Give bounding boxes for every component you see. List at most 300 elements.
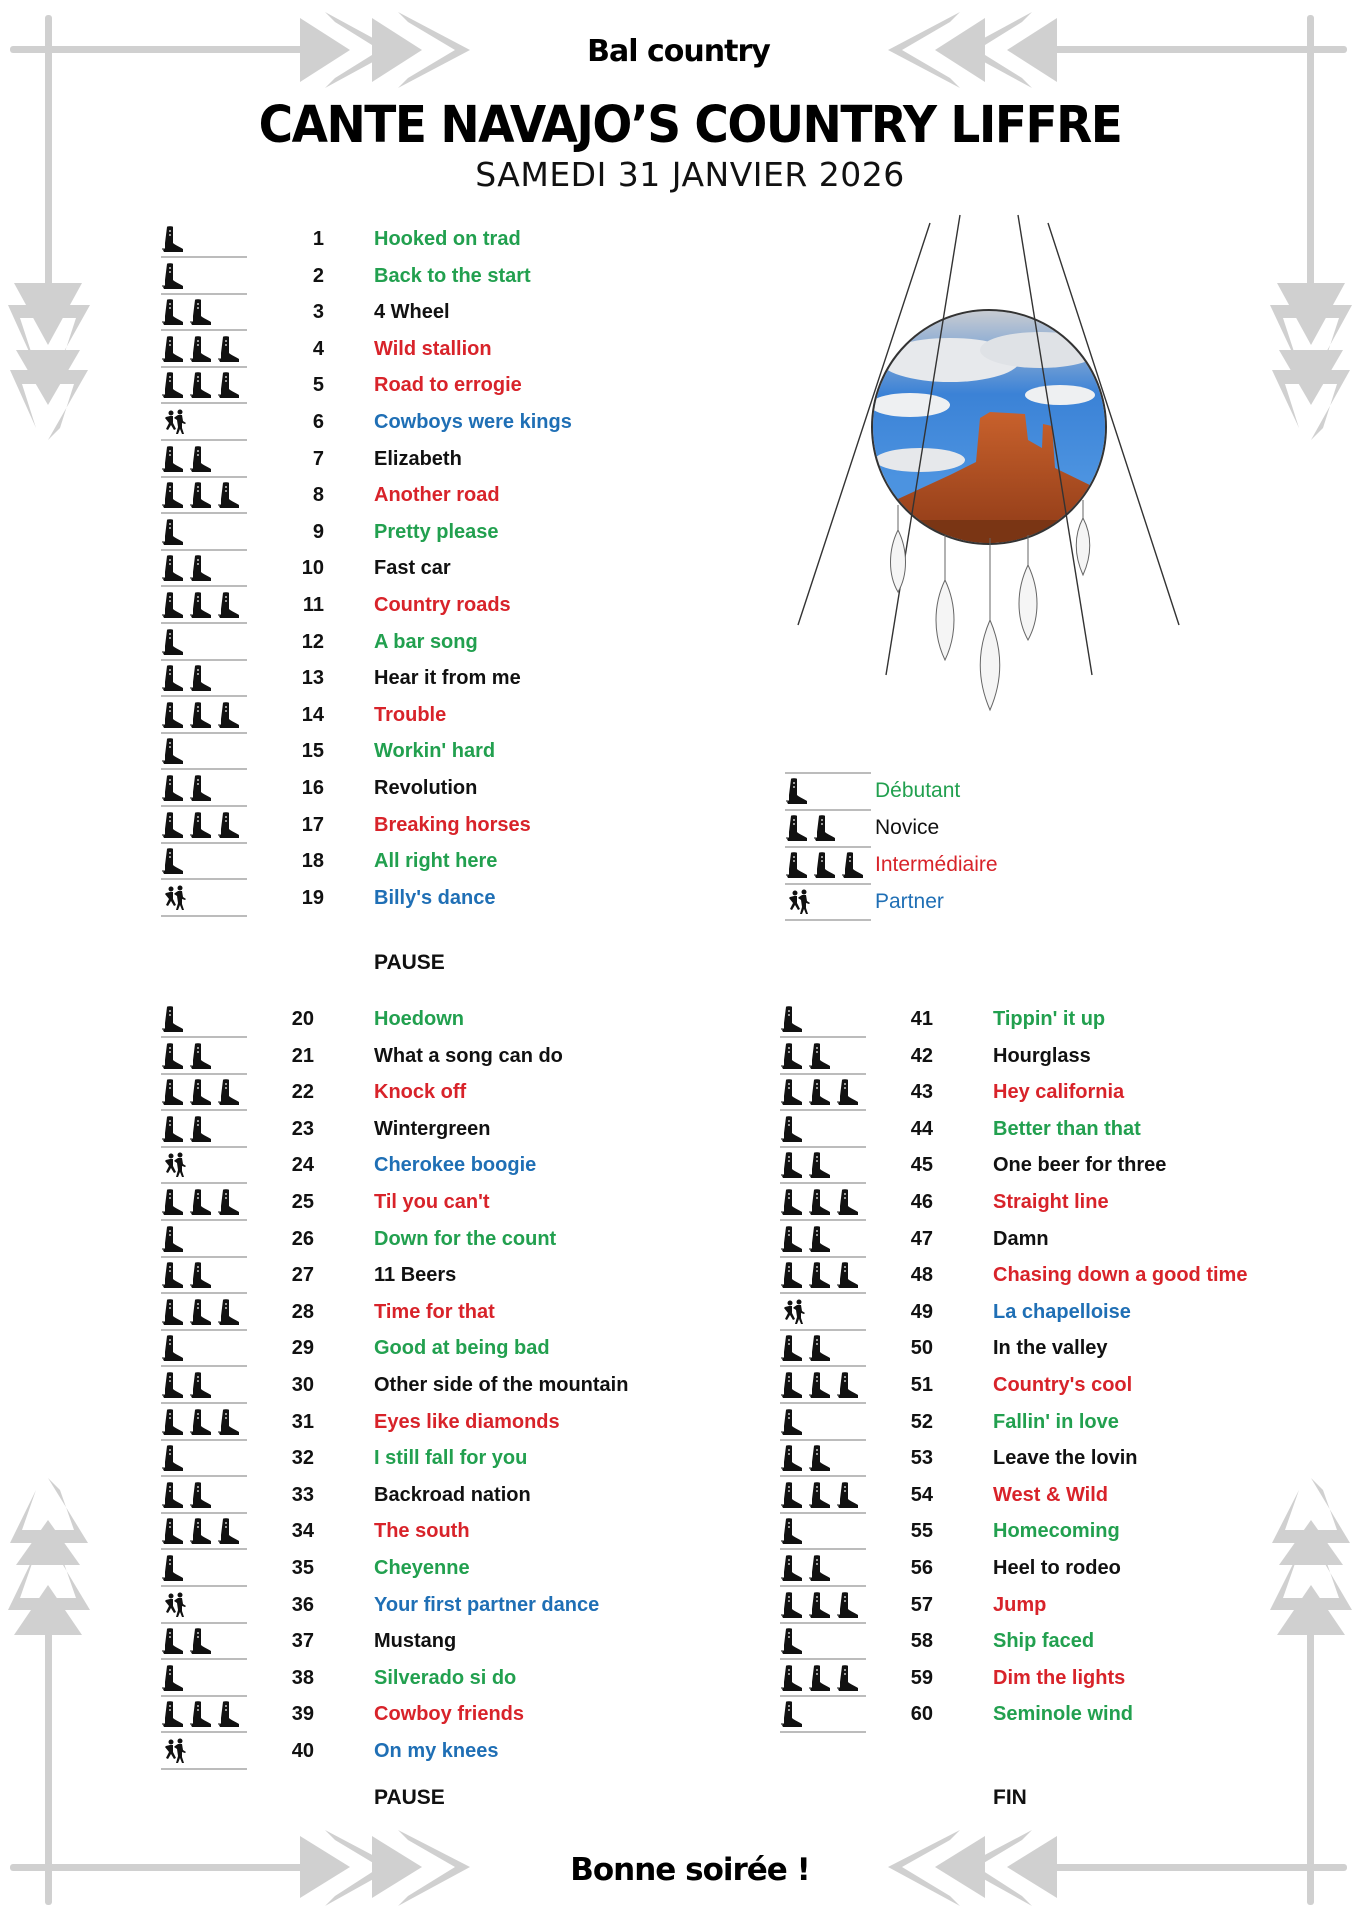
dance-name: Damn	[993, 1227, 1049, 1250]
dance-name: Cowboy friends	[374, 1703, 525, 1726]
dance-number: 58	[910, 1630, 933, 1653]
dance-row	[161, 881, 861, 918]
difficulty-rating	[780, 1002, 866, 1038]
cowboy-boot-icon	[190, 1409, 212, 1437]
cowboy-boot-icon	[781, 1592, 803, 1620]
dance-number: 25	[291, 1191, 314, 1213]
cowboy-boot-icon	[162, 592, 184, 620]
cowboy-boot-icon	[162, 848, 184, 876]
difficulty-rating	[780, 1514, 866, 1550]
difficulty-rating	[161, 1258, 247, 1294]
difficulty-rating	[780, 1478, 866, 1514]
dance-row	[161, 1734, 861, 1771]
difficulty-rating	[780, 1295, 866, 1331]
dance-number: 16	[301, 777, 324, 799]
cowboy-boot-icon	[781, 1628, 803, 1656]
dance-row	[161, 771, 861, 808]
difficulty-rating	[161, 844, 247, 880]
difficulty-rating	[161, 259, 247, 295]
dance-number: 6	[312, 411, 324, 433]
dance-name: Down for the count	[374, 1227, 557, 1250]
dance-number: 47	[910, 1227, 933, 1250]
dance-row	[161, 1441, 861, 1478]
difficulty-rating	[161, 1075, 247, 1111]
dance-row	[161, 1514, 861, 1551]
cowboy-boot-icon	[190, 1116, 212, 1144]
cowboy-boot-icon	[218, 1518, 240, 1546]
dance-name: Wild stallion	[374, 337, 492, 360]
dance-row	[161, 1148, 861, 1185]
difficulty-rating	[161, 661, 247, 697]
dance-name: Good at being bad	[374, 1337, 550, 1360]
difficulty-rating	[161, 1514, 247, 1550]
cowboy-boot-icon	[162, 372, 184, 400]
cowboy-boot-icon	[190, 1189, 212, 1217]
cowboy-boot-icon	[162, 1482, 184, 1510]
difficulty-rating	[161, 368, 247, 404]
dance-name: In the valley	[993, 1337, 1108, 1360]
dance-number: 34	[291, 1520, 314, 1543]
cowboy-boot-icon	[837, 1482, 859, 1510]
difficulty-rating	[161, 1624, 247, 1660]
cowboy-boot-icon	[809, 1335, 831, 1363]
difficulty-rating	[780, 1148, 866, 1184]
dance-row	[161, 588, 861, 625]
dance-name: Jump	[993, 1593, 1047, 1616]
dance-number: 23	[291, 1117, 314, 1140]
difficulty-rating	[161, 771, 247, 807]
cowboy-boot-icon	[218, 372, 240, 400]
cowboy-boot-icon	[809, 1189, 831, 1217]
cowboy-boot-icon	[218, 1409, 240, 1437]
cowboy-boot-icon	[190, 555, 212, 583]
dance-row	[780, 1002, 1357, 1039]
cowboy-boot-icon	[218, 1079, 240, 1107]
dance-number: 12	[301, 630, 324, 653]
dance-name: Country's cool	[993, 1374, 1133, 1396]
page-title: CANTE NAVAJO’S COUNTRY LIFFRE	[258, 95, 1122, 156]
difficulty-rating	[161, 1734, 247, 1770]
dance-name: Elizabeth	[374, 447, 462, 470]
dance-number: 4	[312, 337, 324, 360]
difficulty-rating	[780, 1331, 866, 1367]
dance-name: West & Wild	[993, 1483, 1109, 1506]
difficulty-rating	[161, 1112, 247, 1148]
cowboy-boot-icon	[162, 665, 184, 693]
difficulty-rating	[161, 1185, 247, 1221]
cowboy-boot-icon	[190, 1299, 212, 1327]
dance-name: Trouble	[374, 703, 447, 726]
difficulty-rating	[161, 734, 247, 770]
dance-number: 2	[312, 264, 324, 287]
dance-name: Til you can't	[374, 1191, 490, 1213]
dance-number: 39	[291, 1703, 314, 1726]
dance-name: Workin' hard	[374, 740, 496, 763]
difficulty-rating	[780, 1222, 866, 1258]
dance-number: 7	[312, 447, 324, 470]
difficulty-rating	[161, 332, 247, 368]
difficulty-rating	[780, 1624, 866, 1660]
cowboy-boot-icon	[809, 1262, 831, 1290]
cowboy-boot-icon	[162, 263, 184, 291]
dance-name: Knock off	[374, 1081, 467, 1104]
difficulty-rating	[161, 625, 247, 661]
event-subtitle: Bal country	[587, 34, 770, 69]
difficulty-rating	[780, 1551, 866, 1587]
partner-dancers-icon	[163, 885, 185, 913]
cowboy-boot-icon	[809, 1372, 831, 1400]
cowboy-boot-icon	[837, 1189, 859, 1217]
cowboy-boot-icon	[190, 1482, 212, 1510]
dance-number: 1	[312, 228, 324, 250]
dance-name: What a song can do	[374, 1044, 563, 1067]
cowboy-boot-icon	[162, 702, 184, 730]
difficulty-rating	[780, 1588, 866, 1624]
difficulty-rating	[161, 1697, 247, 1733]
dance-number: 30	[291, 1374, 314, 1396]
dance-number: 13	[301, 667, 324, 690]
cowboy-boot-icon	[162, 1628, 184, 1656]
difficulty-rating	[161, 1148, 247, 1184]
dance-name: Mustang	[374, 1630, 457, 1653]
dance-number: 19	[301, 886, 324, 909]
cowboy-boot-icon	[190, 812, 212, 840]
cowboy-boot-icon	[809, 1226, 831, 1254]
dance-number: 37	[291, 1630, 314, 1653]
dance-number: 44	[910, 1117, 933, 1140]
dance-name: Billy's dance	[374, 886, 496, 909]
dance-row	[161, 295, 861, 332]
cowboy-boot-icon	[162, 1409, 184, 1437]
dance-row	[161, 844, 861, 881]
dance-row	[780, 1148, 1357, 1185]
dance-name: Time for that	[374, 1300, 495, 1323]
cowboy-boot-icon	[162, 629, 184, 657]
cowboy-boot-icon	[809, 1445, 831, 1473]
cowboy-boot-icon	[190, 592, 212, 620]
difficulty-rating	[780, 1441, 866, 1477]
dance-number: 59	[910, 1666, 933, 1689]
dance-row	[161, 734, 861, 771]
dance-number: 45	[910, 1154, 933, 1177]
dance-name: Tippin' it up	[993, 1008, 1106, 1030]
cowboy-boot-icon	[162, 775, 184, 803]
dance-name: Cherokee boogie	[374, 1154, 537, 1177]
cowboy-boot-icon	[781, 1079, 803, 1107]
cowboy-boot-icon	[218, 1299, 240, 1327]
cowboy-boot-icon	[781, 1189, 803, 1217]
difficulty-rating	[161, 515, 247, 551]
difficulty-rating	[161, 295, 247, 331]
cowboy-boot-icon	[190, 665, 212, 693]
dance-name: The south	[374, 1520, 470, 1543]
dance-number: 38	[291, 1666, 314, 1689]
dance-row	[161, 259, 861, 296]
dance-row	[161, 368, 861, 405]
dance-row	[780, 1624, 1357, 1661]
legend-label: Débutant	[875, 779, 961, 802]
cowboy-boot-icon	[162, 1226, 184, 1254]
cowboy-boot-icon	[162, 1262, 184, 1290]
dance-name: Better than that	[993, 1117, 1141, 1140]
cowboy-boot-icon	[162, 482, 184, 510]
dance-number: 18	[301, 850, 324, 873]
dance-row	[780, 1661, 1357, 1698]
cowboy-boot-icon	[781, 1518, 803, 1546]
dance-number: 5	[312, 374, 324, 397]
cowboy-boot-icon	[162, 1701, 184, 1729]
difficulty-rating	[161, 1588, 247, 1624]
cowboy-boot-icon	[162, 519, 184, 547]
cowboy-boot-icon	[781, 1482, 803, 1510]
dance-name: Pretty please	[374, 520, 499, 543]
cowboy-boot-icon	[162, 1372, 184, 1400]
cowboy-boot-icon	[837, 1592, 859, 1620]
dance-row	[161, 1405, 861, 1442]
dance-row	[780, 1551, 1357, 1588]
legend-divider	[785, 919, 871, 921]
cowboy-boot-icon	[190, 1701, 212, 1729]
dance-name: One beer for three	[993, 1154, 1167, 1177]
legend-label: Novice	[875, 816, 940, 839]
cowboy-boot-icon	[190, 1043, 212, 1071]
dance-name: Heel to rodeo	[993, 1557, 1121, 1579]
difficulty-rating	[161, 1331, 247, 1367]
cowboy-boot-icon	[162, 336, 184, 364]
dance-number: 35	[291, 1557, 314, 1579]
dance-row	[161, 661, 861, 698]
cowboy-boot-icon	[190, 1262, 212, 1290]
dance-row	[161, 1222, 861, 1259]
dance-row	[161, 1588, 861, 1625]
difficulty-rating	[161, 222, 247, 258]
partner-dancers-icon	[782, 1299, 804, 1327]
dance-row	[780, 1441, 1357, 1478]
difficulty-rating	[161, 1222, 247, 1258]
dance-name: Fast car	[374, 557, 451, 580]
cowboy-boot-icon	[809, 1152, 831, 1180]
dance-name: Homecoming	[993, 1520, 1120, 1543]
cowboy-boot-icon	[162, 1335, 184, 1363]
dance-name: A bar song	[374, 630, 478, 653]
cowboy-boot-icon	[781, 1665, 803, 1693]
cowboy-boot-icon	[218, 592, 240, 620]
dance-number: 10	[301, 557, 324, 580]
difficulty-rating	[161, 442, 247, 478]
cowboy-boot-icon	[809, 1592, 831, 1620]
dance-name: 4 Wheel	[374, 301, 450, 324]
cowboy-boot-icon	[781, 1043, 803, 1071]
dance-number: 22	[291, 1081, 314, 1104]
dance-row	[780, 1478, 1357, 1515]
dance-number: 15	[301, 740, 324, 763]
dance-row	[780, 1075, 1357, 1112]
cowboy-boot-icon	[781, 1372, 803, 1400]
dance-row	[780, 1295, 1357, 1332]
dance-number: 54	[910, 1483, 933, 1506]
dance-name: I still fall for you	[374, 1447, 528, 1470]
cowboy-boot-icon	[809, 1555, 831, 1583]
difficulty-rating	[161, 1551, 247, 1587]
dance-number: 21	[291, 1044, 314, 1067]
cowboy-boot-icon	[190, 1079, 212, 1107]
dance-number: 56	[910, 1557, 933, 1579]
dance-row	[161, 405, 861, 442]
cowboy-boot-icon	[162, 1665, 184, 1693]
dance-row	[780, 1222, 1357, 1259]
dance-name: All right here	[374, 850, 498, 873]
partner-dancers-icon	[163, 409, 185, 437]
cowboy-boot-icon	[190, 336, 212, 364]
dance-number: 43	[910, 1081, 933, 1104]
dance-number: 49	[910, 1300, 933, 1323]
cowboy-boot-icon	[781, 1409, 803, 1437]
dance-row	[161, 1258, 861, 1295]
dance-number: 31	[291, 1410, 314, 1433]
cowboy-boot-icon	[781, 1262, 803, 1290]
cowboy-boot-icon	[162, 1299, 184, 1327]
cowboy-boot-icon	[781, 1555, 803, 1583]
farewell-message: Bonne soirée !	[570, 1852, 810, 1888]
dance-name: Hourglass	[993, 1044, 1091, 1067]
dance-row	[161, 1478, 861, 1515]
dance-row	[161, 1331, 861, 1368]
cowboy-boot-icon	[190, 1372, 212, 1400]
difficulty-rating	[780, 1075, 866, 1111]
difficulty-rating	[161, 1478, 247, 1514]
cowboy-boot-icon	[781, 1335, 803, 1363]
cowboy-boot-icon	[162, 738, 184, 766]
dance-name: Fallin' in love	[993, 1410, 1119, 1433]
dance-number: 48	[910, 1264, 933, 1287]
dance-name: Leave the lovin	[993, 1447, 1138, 1470]
dance-row	[780, 1112, 1357, 1149]
cowboy-boot-icon	[809, 1482, 831, 1510]
dance-row	[780, 1588, 1357, 1625]
cowboy-boot-icon	[837, 1372, 859, 1400]
dance-row	[161, 1295, 861, 1332]
dance-row	[161, 1002, 861, 1039]
dance-name: Your first partner dance	[374, 1593, 600, 1616]
cowboy-boot-icon	[190, 702, 212, 730]
dance-name: Cowboys were kings	[374, 411, 572, 433]
dance-name: Hey california	[993, 1081, 1125, 1104]
dance-row	[780, 1697, 1357, 1734]
dance-row	[161, 1039, 861, 1076]
cowboy-boot-icon	[781, 1152, 803, 1180]
cowboy-boot-icon	[162, 1189, 184, 1217]
cowboy-boot-icon	[190, 446, 212, 474]
difficulty-rating	[161, 1295, 247, 1331]
partner-dancers-icon	[163, 1152, 185, 1180]
cowboy-boot-icon	[162, 1043, 184, 1071]
cowboy-boot-icon	[190, 299, 212, 327]
dance-number: 8	[312, 484, 324, 507]
dance-row	[161, 698, 861, 735]
dance-row	[161, 808, 861, 845]
cowboy-boot-icon	[837, 1079, 859, 1107]
dance-number: 55	[910, 1520, 933, 1543]
cowboy-boot-icon	[218, 482, 240, 510]
dance-number: 28	[291, 1300, 314, 1323]
dance-number: 26	[291, 1227, 314, 1250]
dance-number: 17	[301, 813, 324, 836]
difficulty-rating	[161, 405, 247, 441]
dance-name: Chasing down a good time	[993, 1264, 1248, 1287]
difficulty-rating	[161, 588, 247, 624]
dance-name: Hoedown	[374, 1008, 464, 1030]
dance-name: La chapelloise	[993, 1300, 1131, 1323]
cowboy-boot-icon	[781, 1116, 803, 1144]
dance-name: Seminole wind	[993, 1703, 1134, 1726]
cowboy-boot-icon	[190, 372, 212, 400]
dance-name: On my knees	[374, 1740, 499, 1762]
dance-number: 46	[910, 1191, 933, 1213]
cowboy-boot-icon	[837, 1262, 859, 1290]
dance-number: 51	[910, 1374, 933, 1396]
partner-dancers-icon	[163, 1738, 185, 1766]
dance-name: Eyes like diamonds	[374, 1410, 560, 1433]
difficulty-rating	[161, 1368, 247, 1404]
dance-number: 57	[910, 1593, 933, 1616]
dance-row	[780, 1514, 1357, 1551]
difficulty-rating	[780, 1405, 866, 1441]
cowboy-boot-icon	[218, 812, 240, 840]
dance-row	[780, 1258, 1357, 1295]
dance-name: Hear it from me	[374, 667, 521, 690]
difficulty-rating	[780, 1112, 866, 1148]
cowboy-boot-icon	[190, 482, 212, 510]
dance-number: 41	[910, 1008, 933, 1030]
difficulty-rating	[161, 1441, 247, 1477]
dance-row	[161, 1624, 861, 1661]
difficulty-rating	[780, 1185, 866, 1221]
difficulty-rating	[780, 1697, 866, 1733]
dance-number: 29	[291, 1337, 314, 1360]
cowboy-boot-icon	[162, 446, 184, 474]
dance-name: Country roads	[374, 594, 511, 616]
legend-label: Intermédiaire	[875, 853, 998, 876]
difficulty-rating	[161, 1661, 247, 1697]
difficulty-rating	[780, 1661, 866, 1697]
pause-label-2: PAUSE	[374, 1786, 445, 1809]
cowboy-boot-icon	[190, 775, 212, 803]
cowboy-boot-icon	[162, 1445, 184, 1473]
dance-row	[161, 515, 861, 552]
dance-name: Backroad nation	[374, 1483, 531, 1506]
cowboy-boot-icon	[781, 1226, 803, 1254]
dance-row	[161, 222, 861, 259]
cowboy-boot-icon	[162, 1555, 184, 1583]
dance-number: 14	[301, 703, 324, 726]
dance-row	[161, 625, 861, 662]
dance-row	[161, 478, 861, 515]
cowboy-boot-icon	[837, 1665, 859, 1693]
cowboy-boot-icon	[162, 299, 184, 327]
dance-number: 40	[291, 1740, 314, 1762]
end-label: FIN	[993, 1786, 1027, 1809]
dance-number: 27	[291, 1264, 314, 1287]
dance-row	[780, 1405, 1357, 1442]
dance-name: Wintergreen	[374, 1117, 491, 1140]
dance-row	[780, 1185, 1357, 1222]
dance-number: 11	[302, 594, 324, 616]
dance-name: Hooked on trad	[374, 228, 521, 250]
dance-name: Silverado si do	[374, 1666, 517, 1689]
difficulty-rating	[780, 1039, 866, 1075]
dance-number: 20	[291, 1008, 314, 1030]
dance-number: 52	[910, 1410, 933, 1433]
